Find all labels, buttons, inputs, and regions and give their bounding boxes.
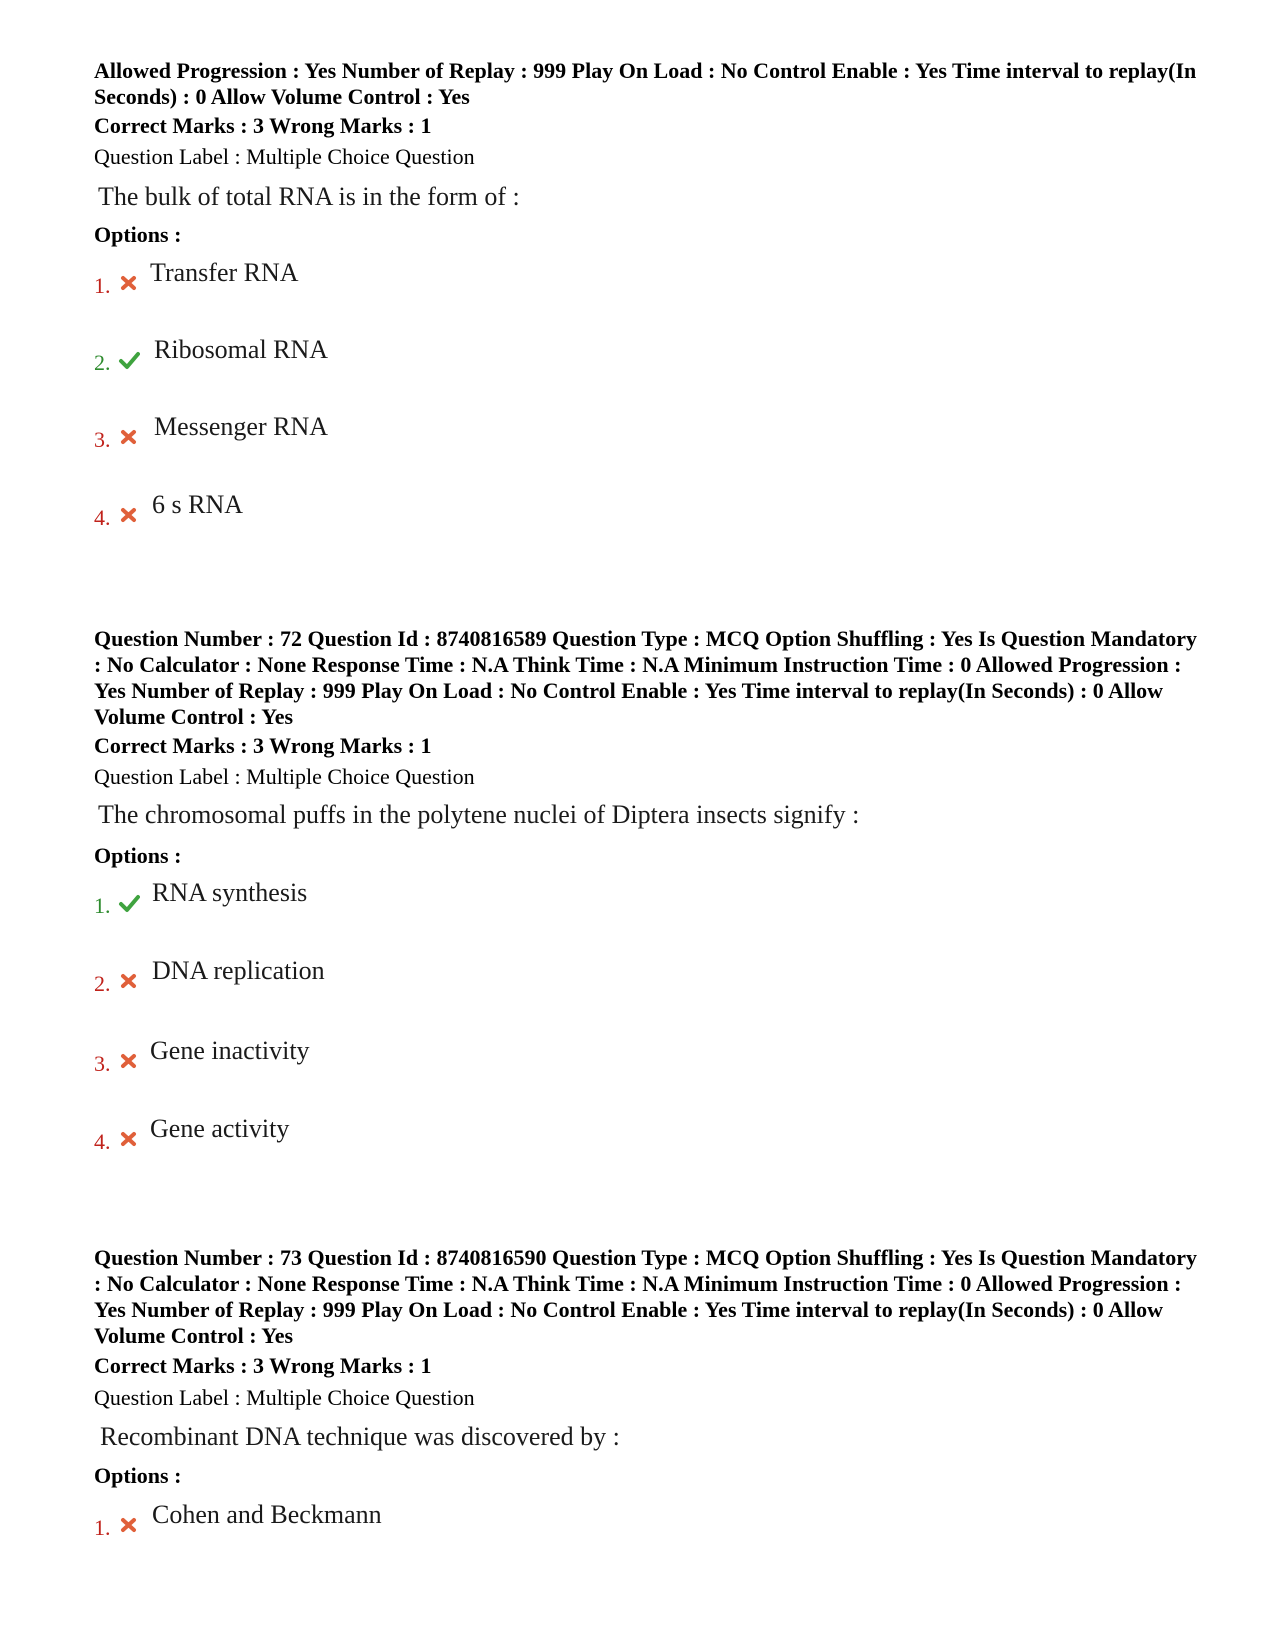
option-item (94, 1036, 694, 1076)
options-header: Options : (94, 1463, 182, 1488)
question-marks: Correct Marks : 3 Wrong Marks : 1 (94, 1353, 432, 1378)
check-icon (118, 349, 140, 371)
option-number: 1. (94, 893, 111, 918)
question-label: Question Label : Multiple Choice Question (94, 1385, 475, 1410)
option-number: 3. (94, 1051, 111, 1076)
option-text: Gene inactivity (150, 1036, 310, 1065)
option-text: DNA replication (152, 956, 325, 985)
option-text: Gene activity (150, 1114, 290, 1143)
question-label: Question Label : Multiple Choice Question (94, 144, 475, 169)
option-item (94, 878, 694, 918)
cross-icon (118, 1050, 140, 1072)
options-header: Options : (94, 843, 182, 868)
option-number: 2. (94, 971, 111, 996)
option-text: Transfer RNA (150, 258, 299, 287)
option-item (94, 956, 694, 996)
check-icon (118, 892, 140, 914)
option-item (94, 412, 694, 452)
question-meta: Allowed Progression : Yes Number of Replay : 999 Play On Load : No Control Enable : Yes Time interval to replay(In Seconds) : 0 Allow Volume Control : Yes (94, 58, 1197, 109)
cross-icon (118, 426, 140, 448)
question-meta: Question Number : 73 Question Id : 8740816590 Question Type : MCQ Option Shuffling : Yes Is Question Mandatory : No Calculator : None Response Time : N.A Think Time : N.A Minimum Instruction Time : 0 Allowed Progression : Yes Number of Replay : 999 Play On Load : No Control Enable : Yes Time interval to replay(In Seconds) : 0 Allow Volume Control : Yes (94, 1245, 1197, 1348)
cross-icon (118, 272, 140, 294)
options-header: Options : (94, 222, 182, 247)
option-item (94, 490, 694, 530)
option-item (94, 258, 694, 298)
option-item (94, 1500, 694, 1540)
question-label: Question Label : Multiple Choice Question (94, 764, 475, 789)
option-text: Ribosomal RNA (154, 335, 329, 364)
cross-icon (118, 504, 140, 526)
question-stem: The chromosomal puffs in the polytene nuclei of Diptera insects signify : (98, 800, 860, 829)
question-marks: Correct Marks : 3 Wrong Marks : 1 (94, 733, 432, 758)
option-text: Messenger RNA (154, 412, 329, 441)
question-meta: Question Number : 72 Question Id : 8740816589 Question Type : MCQ Option Shuffling : Yes Is Question Mandatory : No Calculator : None Response Time : N.A Think Time : N.A Minimum Instruction Time : 0 Allowed Progression : Yes Number of Replay : 999 Play On Load : No Control Enable : Yes Time interval to replay(In Seconds) : 0 Allow Volume Control : Yes (94, 626, 1197, 729)
option-number: 2. (94, 350, 111, 375)
cross-icon (118, 970, 140, 992)
option-number: 4. (94, 1129, 111, 1154)
cross-icon (118, 1128, 140, 1150)
option-number: 1. (94, 273, 111, 298)
option-number: 4. (94, 505, 111, 530)
option-item (94, 335, 694, 375)
question-stem: The bulk of total RNA is in the form of : (98, 182, 520, 211)
option-text: RNA synthesis (152, 878, 308, 907)
cross-icon (118, 1514, 140, 1536)
option-text: 6 s RNA (152, 490, 244, 519)
option-number: 3. (94, 427, 111, 452)
question-stem: Recombinant DNA technique was discovered by : (100, 1422, 620, 1451)
question-marks: Correct Marks : 3 Wrong Marks : 1 (94, 113, 432, 138)
option-text: Cohen and Beckmann (152, 1500, 382, 1529)
option-item (94, 1114, 694, 1154)
option-number: 1. (94, 1515, 111, 1540)
